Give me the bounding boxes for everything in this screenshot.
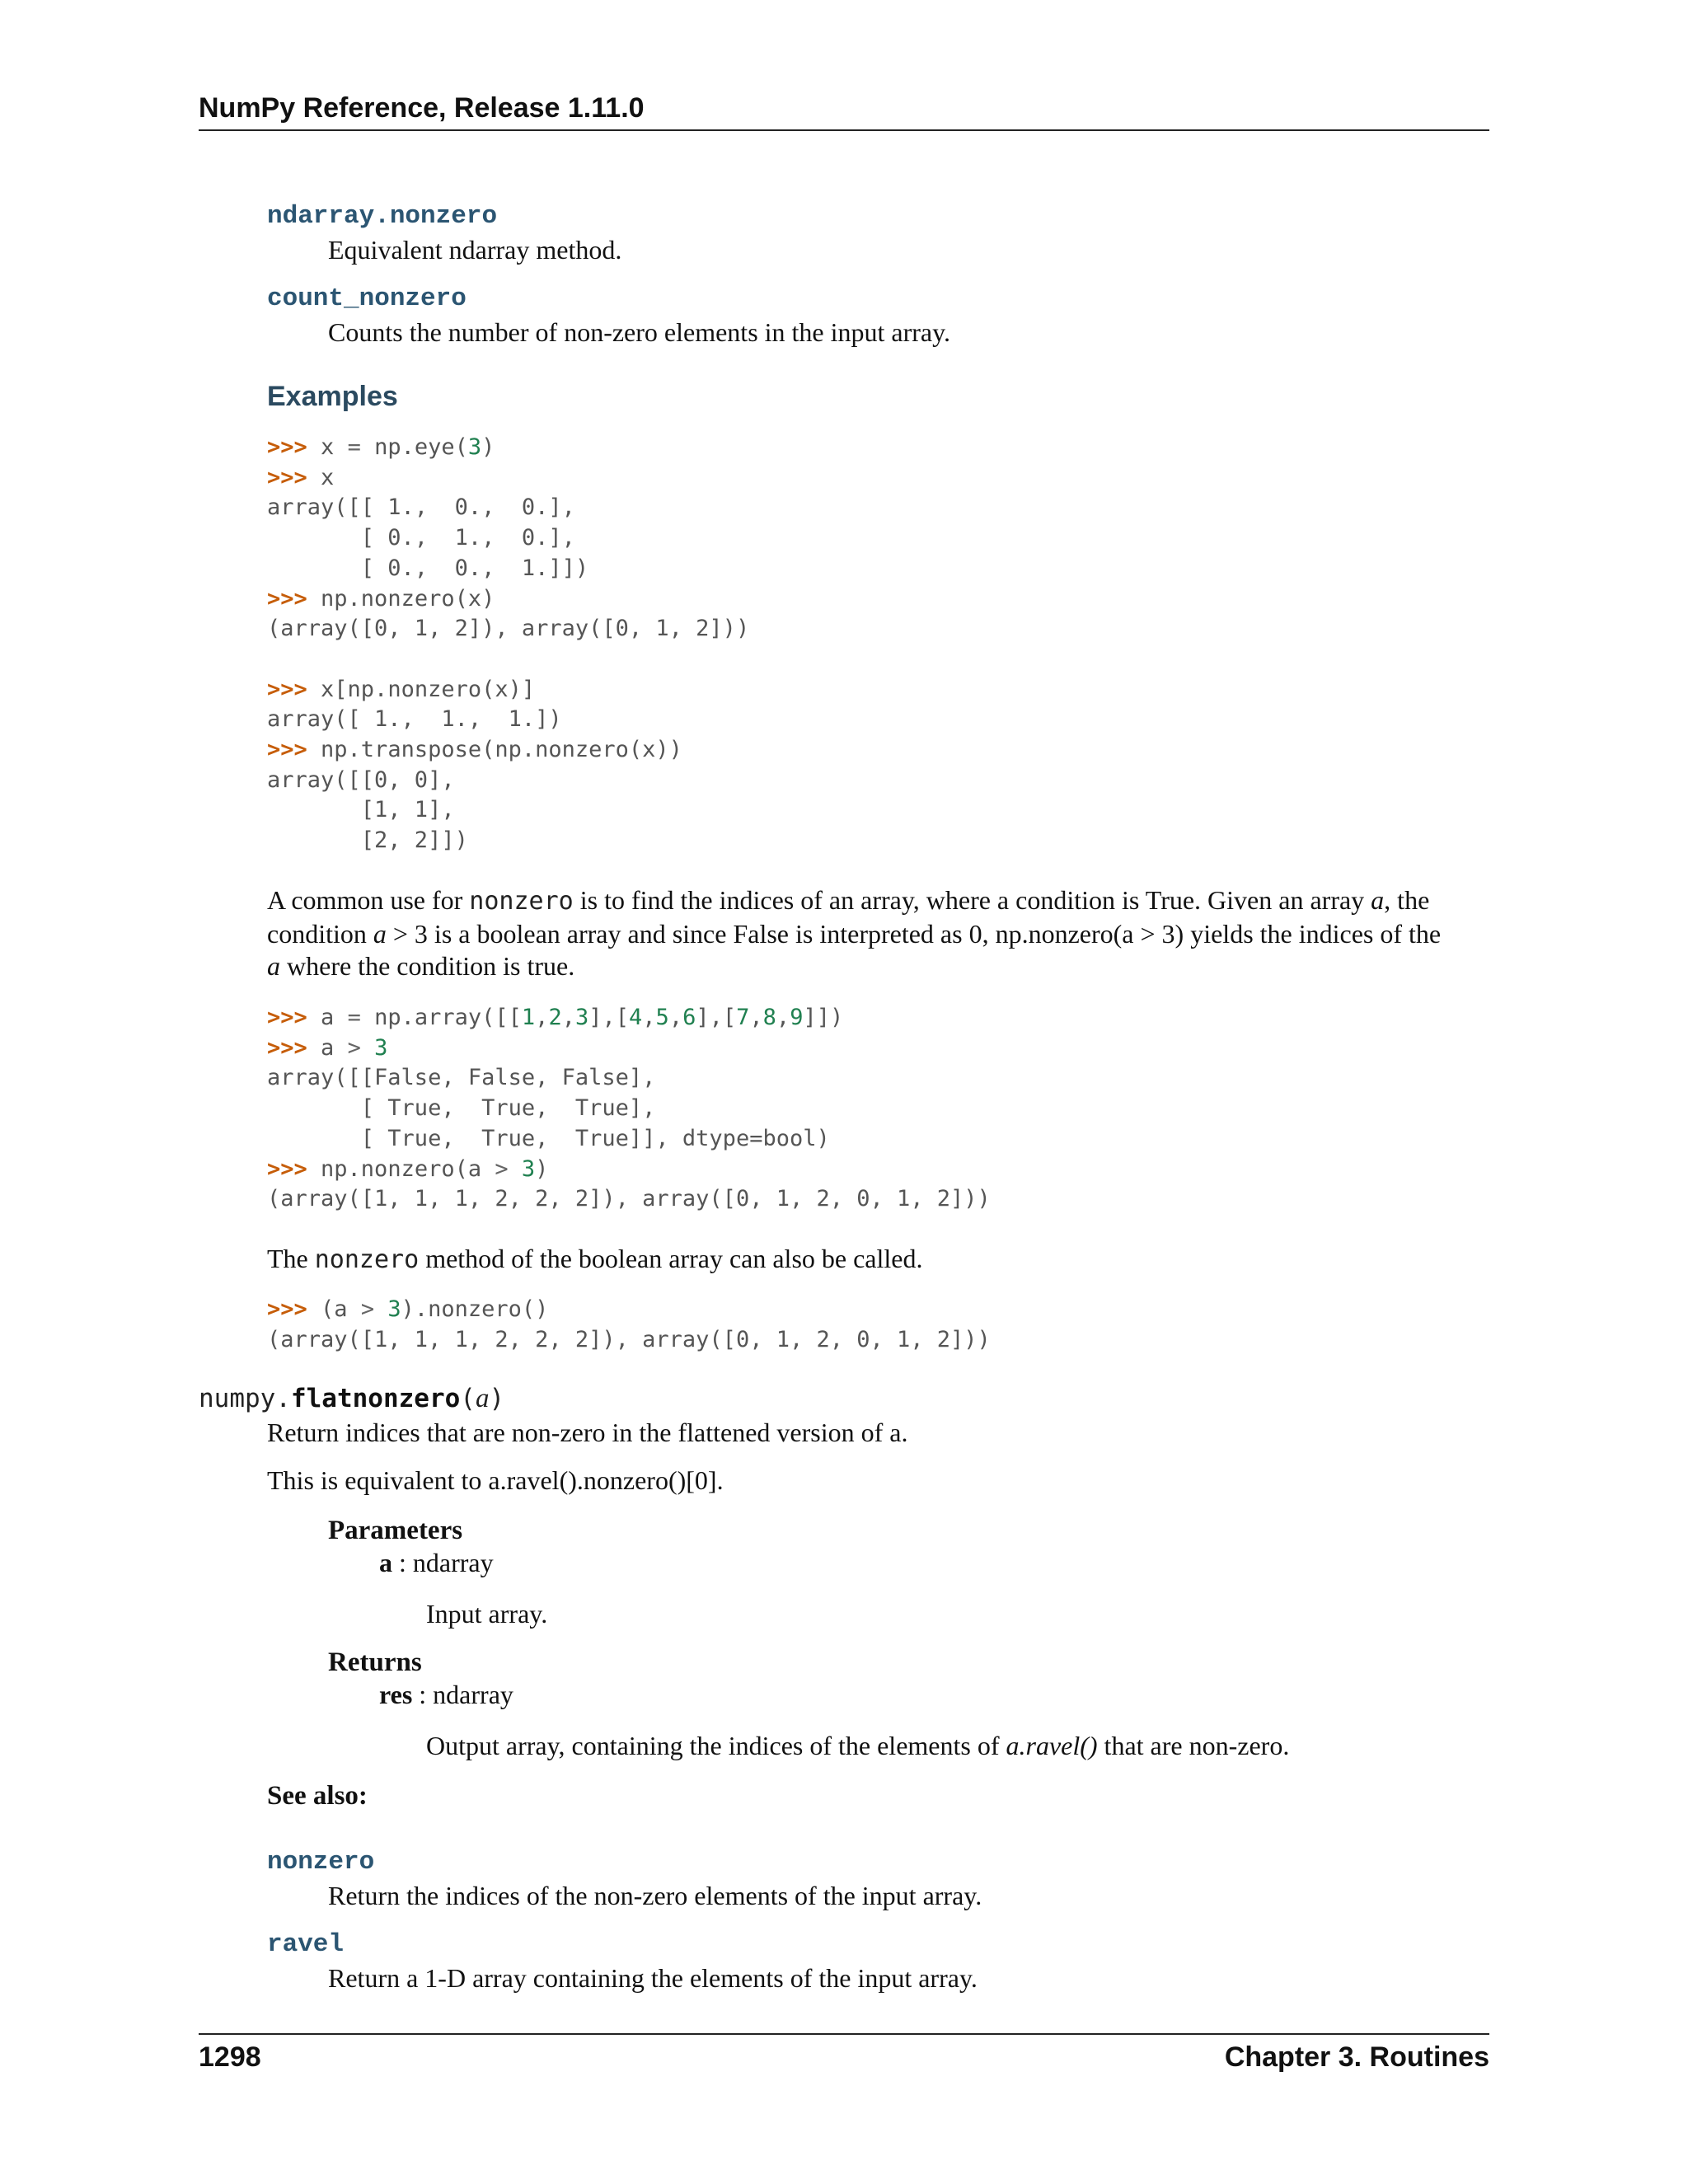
header-rule: [199, 129, 1489, 131]
see-also-term-ndarray-nonzero[interactable]: ndarray.nonzero: [267, 202, 498, 231]
inline-code: nonzero: [314, 1245, 420, 1274]
paragraph-line: condition a > 3 is a boolean array and since False is interpreted as 0, np.nonzero(a > 3) yields the indices of the: [267, 918, 1442, 949]
parameter-entry-a: a : ndarray: [379, 1548, 494, 1577]
parameter-description-a: Input array.: [426, 1599, 548, 1629]
page-number: 1298: [199, 2041, 261, 2073]
see-also-title: See also:: [267, 1781, 368, 1811]
see-also-term-count-nonzero[interactable]: count_nonzero: [267, 284, 467, 313]
see-also-desc-nonzero: Return the indices of the non-zero elements of the input array.: [328, 1881, 982, 1910]
function-signature-flatnonzero: numpy.flatnonzero(a): [199, 1384, 505, 1413]
boolean-method-paragraph: The nonzero method of the boolean array can also be called.: [267, 1244, 923, 1274]
see-also-term-ravel[interactable]: ravel: [267, 1930, 345, 1959]
footer-rule: [199, 2033, 1489, 2035]
see-also-term-nonzero[interactable]: nonzero: [267, 1848, 375, 1877]
see-also-desc-ndarray-nonzero: Equivalent ndarray method.: [328, 235, 622, 265]
nonzero-usage-paragraph: [267, 884, 1441, 983]
chapter-label: Chapter 3. Routines: [1224, 2041, 1489, 2073]
paragraph-line: a where the condition is true.: [267, 951, 575, 981]
examples-heading: Examples: [267, 381, 398, 412]
return-description-res: Output array, containing the indices of the elements of a.ravel() that are non-zero.: [426, 1731, 1290, 1760]
function-summary: Return indices that are non-zero in the flattened version of a.: [267, 1418, 908, 1447]
see-also-desc-ravel: Return a 1-D array containing the elements of the input array.: [328, 1963, 978, 1993]
function-equivalence-note: This is equivalent to a.ravel().nonzero()[0].: [267, 1465, 724, 1495]
inline-code: nonzero: [469, 887, 574, 916]
see-also-desc-count-nonzero: Counts the number of non-zero elements in the input array.: [328, 317, 951, 347]
code-block-nonzero-method: >>> (a > 3).nonzero() (array([1, 1, 1, 2, 2, 2]), array([0, 1, 2, 0, 1, 2])): [267, 1296, 991, 1352]
parameters-title: Parameters: [328, 1516, 463, 1545]
return-entry-res: res : ndarray: [379, 1680, 513, 1709]
returns-title: Returns: [328, 1647, 422, 1677]
code-block-eye: >>> x = np.eye(3) >>> x array([[ 1., 0., 0.], [ 0., 1., 0.], [ 0., 0., 1.]]) >>> np.nonzero(x) (array([0, 1, 2]), array([0, 1, 2])) >>> x[np.nonzero(x)] array([ 1., 1., 1.]) >>> np.transpose(np.nonzero(x)) array([[0, 0], [1, 1], [2, 2]]): [267, 434, 750, 854]
paragraph-line: A common use for nonzero is to find the indices of an array, where a condition is True. Given an array a, the: [267, 885, 1430, 916]
code-block-boolean: >>> a = np.array([[1,2,3],[4,5,6],[7,8,9]]) >>> a > 3 array([[False, False, False], [ True, True, True], [ True, True, True]], dtype=bool) >>> np.nonzero(a > 3) (array([1, 1, 1, 2, 2, 2]), array([0, 1, 2, 0, 1, 2])): [267, 1005, 991, 1212]
running-header: NumPy Reference, Release 1.11.0: [199, 92, 645, 124]
